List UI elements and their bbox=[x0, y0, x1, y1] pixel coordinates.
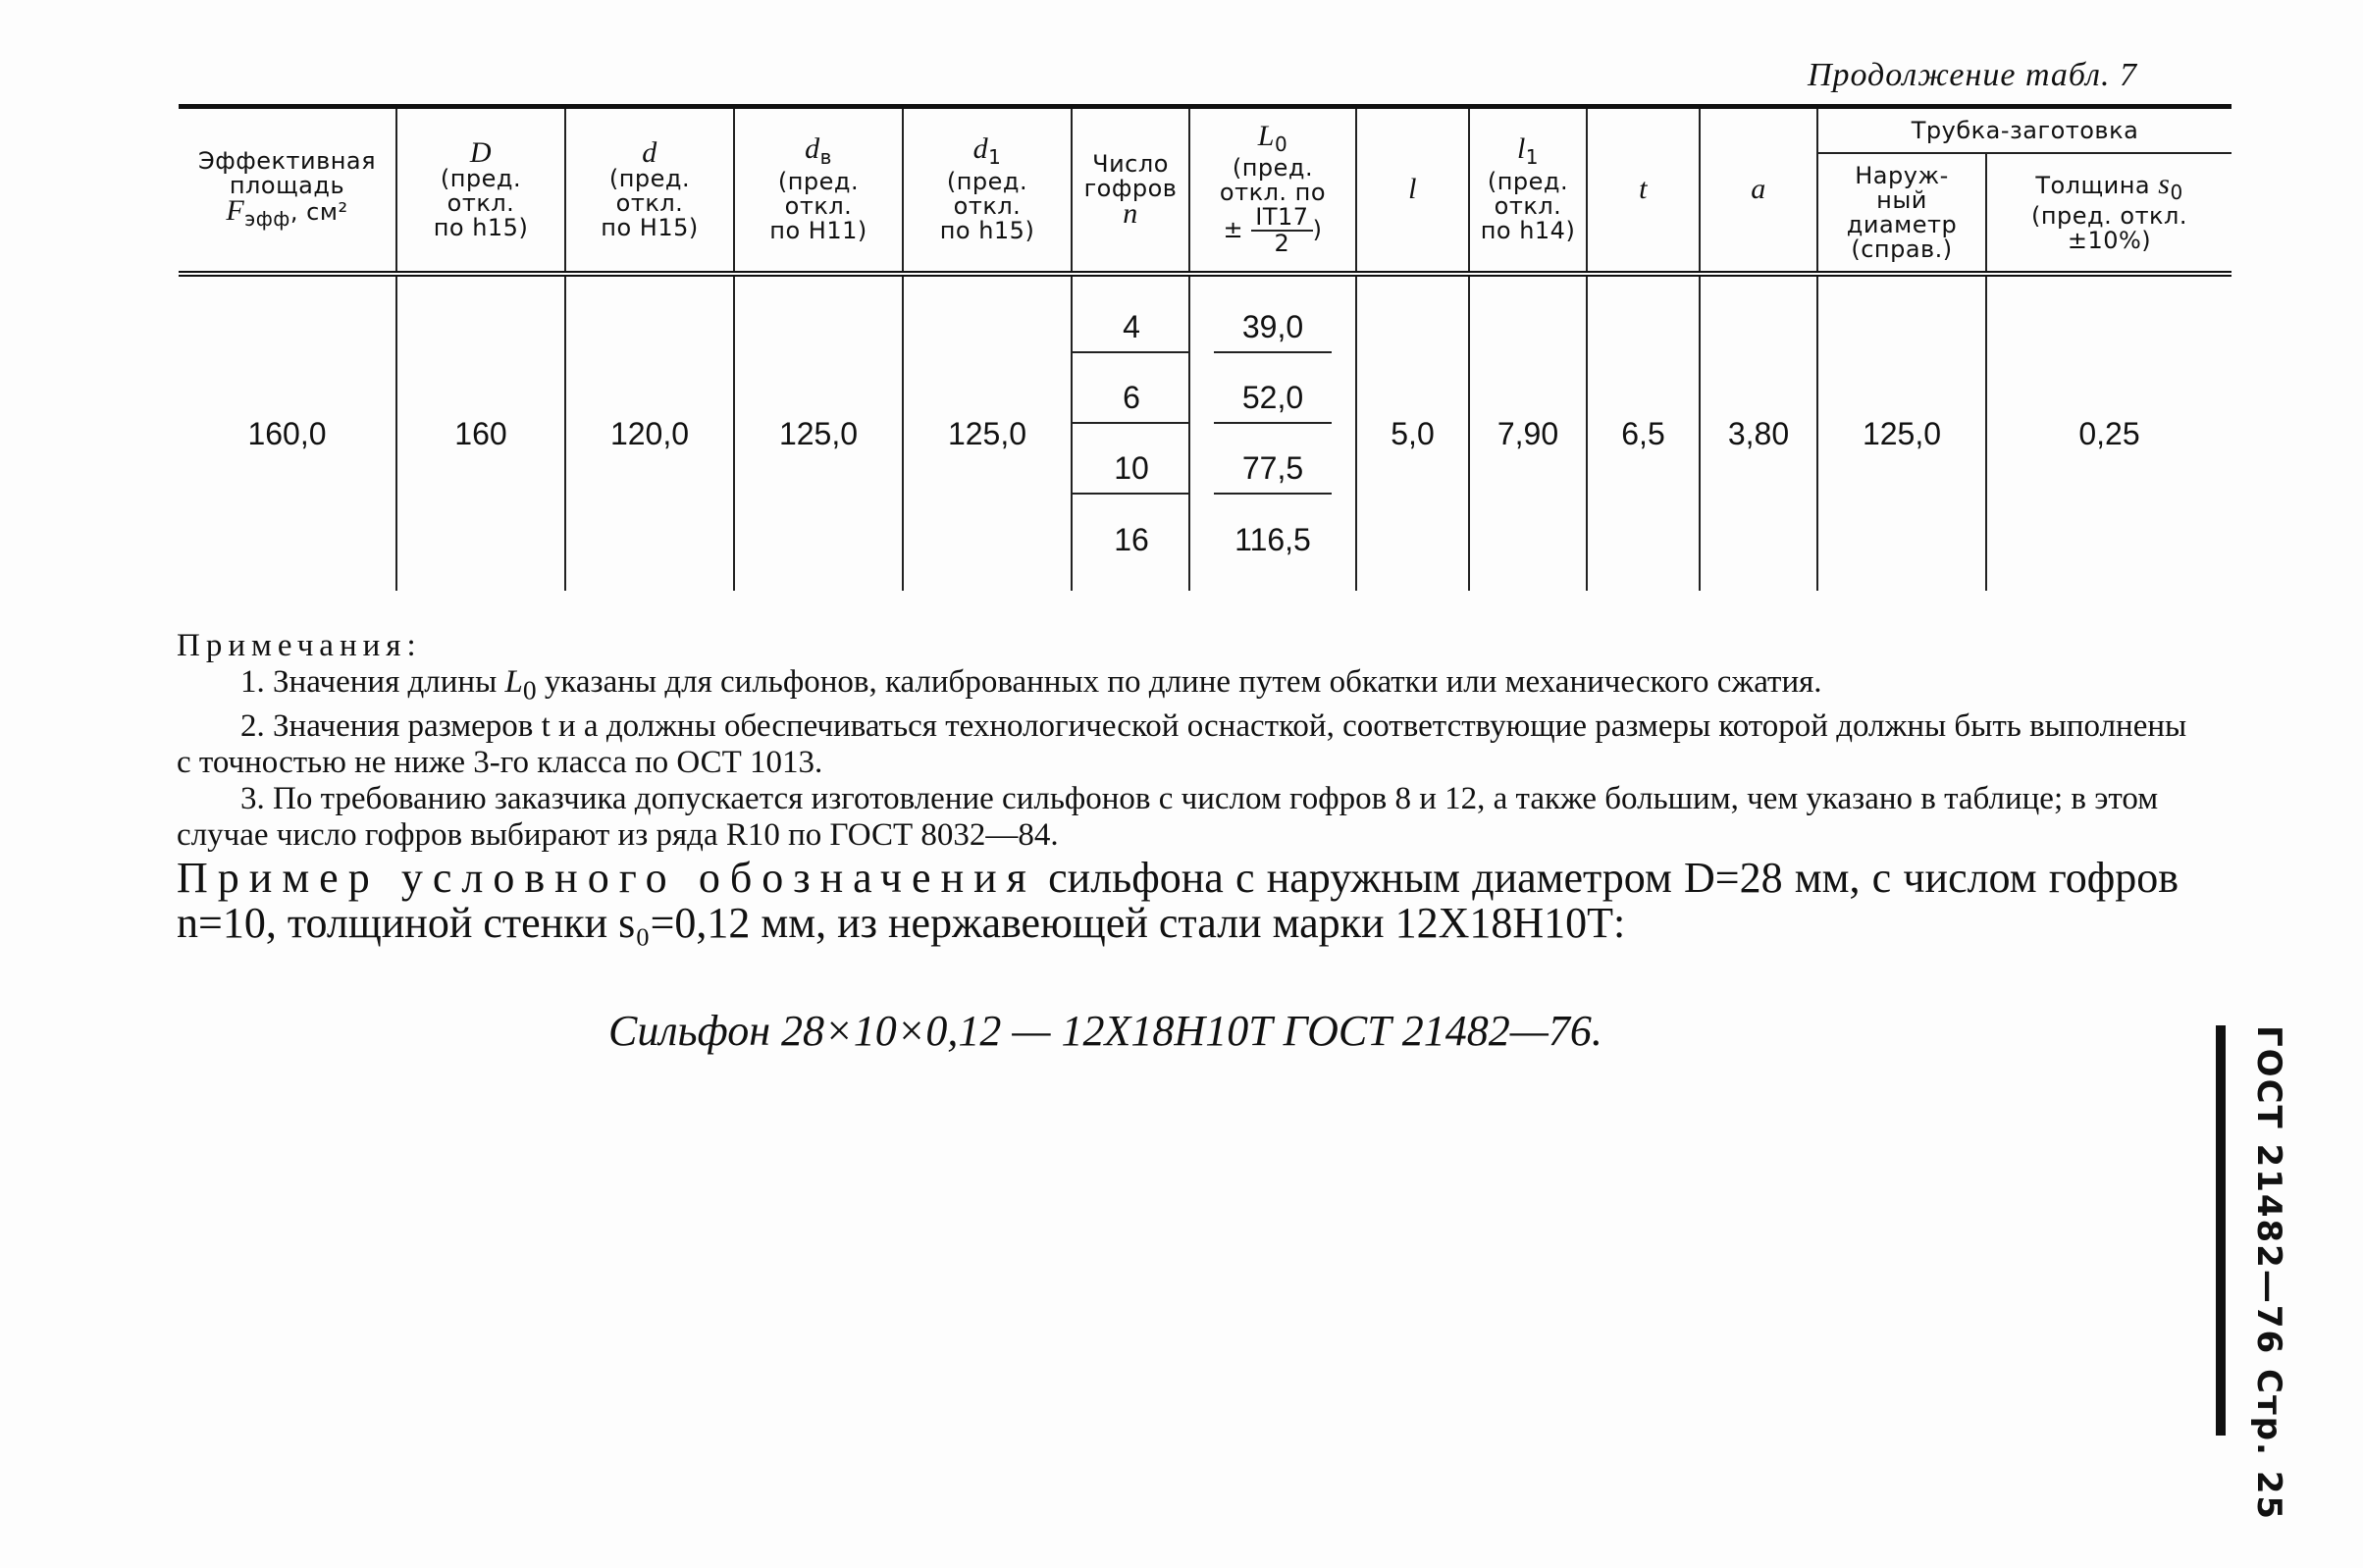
cell-outer: 125,0 bbox=[1817, 274, 1986, 591]
L0-value: 116,5 bbox=[1234, 521, 1311, 557]
note-3: 3. По требованию заказчика допускается изготовление сильфонов с числом гофров 8 и 12, а также большим, чем указано в таблице; в этом случае число гофров выбирают из ряда R10 по ГОСТ 8032—84. bbox=[177, 780, 2159, 853]
header-d1: $d_1$ (пред. откл. по h15) bbox=[903, 107, 1072, 275]
header-D: D (пред. откл. по h15) bbox=[396, 107, 565, 275]
L0-value: 39,0 bbox=[1214, 303, 1332, 353]
L0-value: 77,5 bbox=[1214, 444, 1332, 495]
dimensions-table bbox=[179, 104, 2188, 591]
cell-dv: 125,0 bbox=[734, 274, 903, 591]
header-n: Число гофров n bbox=[1072, 107, 1189, 275]
example-paragraph bbox=[177, 856, 2179, 946]
header-area: Эффективная площадь $F_{эфф}$, см² bbox=[179, 107, 396, 275]
sidebar-rule bbox=[2216, 1025, 2226, 1436]
n-value: 4 bbox=[1073, 303, 1190, 353]
cell-l1: 7,90 bbox=[1469, 274, 1587, 591]
notes-title: Примечания: bbox=[177, 628, 422, 663]
header-thickness: Толщина $s_0$ (пред. откл. ±10%) bbox=[1986, 153, 2232, 274]
cell-L0 bbox=[1189, 274, 1356, 591]
table-row bbox=[179, 274, 2232, 591]
header-a: a bbox=[1700, 107, 1817, 275]
cell-a: 3,80 bbox=[1700, 274, 1817, 591]
sidebar-label: ГОСТ 21482—76 Стр. 25 bbox=[2249, 1025, 2288, 1522]
n-value: 10 bbox=[1073, 444, 1190, 495]
cell-l: 5,0 bbox=[1356, 274, 1469, 591]
cell-area: 160,0 bbox=[179, 274, 396, 591]
example-lead: Пример условного обозначения bbox=[177, 854, 1036, 902]
header-d: d (пред. откл. по H15) bbox=[565, 107, 734, 275]
cell-d: 120,0 bbox=[565, 274, 734, 591]
n-value: 6 bbox=[1073, 374, 1190, 424]
note-1: 1. Значения длины $L_0$ указаны для сильфонов, калиброванных по длине путем обкатки или механического сжатия. bbox=[240, 664, 1822, 706]
cell-thick: 0,25 bbox=[1986, 274, 2232, 591]
header-L0: $L_0$ (пред. откл. по ± $\frac{IT17}{2}$ ) bbox=[1189, 107, 1356, 275]
notes bbox=[177, 628, 2198, 854]
designation-example: Сильфон 28×10×0,12 — 12Х18Н10Т ГОСТ 21482—76. bbox=[608, 1007, 1602, 1055]
header-l: l bbox=[1356, 107, 1469, 275]
header-tube-group: Трубка-заготовка bbox=[1817, 107, 2232, 154]
header-outer-diameter: Наруж- ный диаметр (справ.) bbox=[1817, 153, 1986, 274]
L0-value: 52,0 bbox=[1214, 374, 1332, 424]
header-dv: $d_в$ (пред. откл. по H11) bbox=[734, 107, 903, 275]
cell-d1: 125,0 bbox=[903, 274, 1072, 591]
header-l1: $l_1$ (пред. откл. по h14) bbox=[1469, 107, 1587, 275]
note-2: 2. Значения размеров t и a должны обеспечиваться технологической оснасткой, соответствующие размеры которой должны быть выполнены с точностью не ниже 3-го класса по ОСТ 1013. bbox=[177, 707, 2187, 780]
example-rest: сильфона с наружным диаметром D=28 мм, с числом гофров n=10, толщиной стенки s₀=0,12 мм, из нержавеющей стали марки 12Х18Н10Т: bbox=[177, 854, 2179, 947]
cell-n bbox=[1072, 274, 1189, 591]
cell-D: 160 bbox=[396, 274, 565, 591]
continuation-label: Продолжение табл. 7 bbox=[1807, 57, 2137, 93]
cell-t: 6,5 bbox=[1587, 274, 1700, 591]
header-t: t bbox=[1587, 107, 1700, 275]
n-value: 16 bbox=[1114, 521, 1149, 557]
